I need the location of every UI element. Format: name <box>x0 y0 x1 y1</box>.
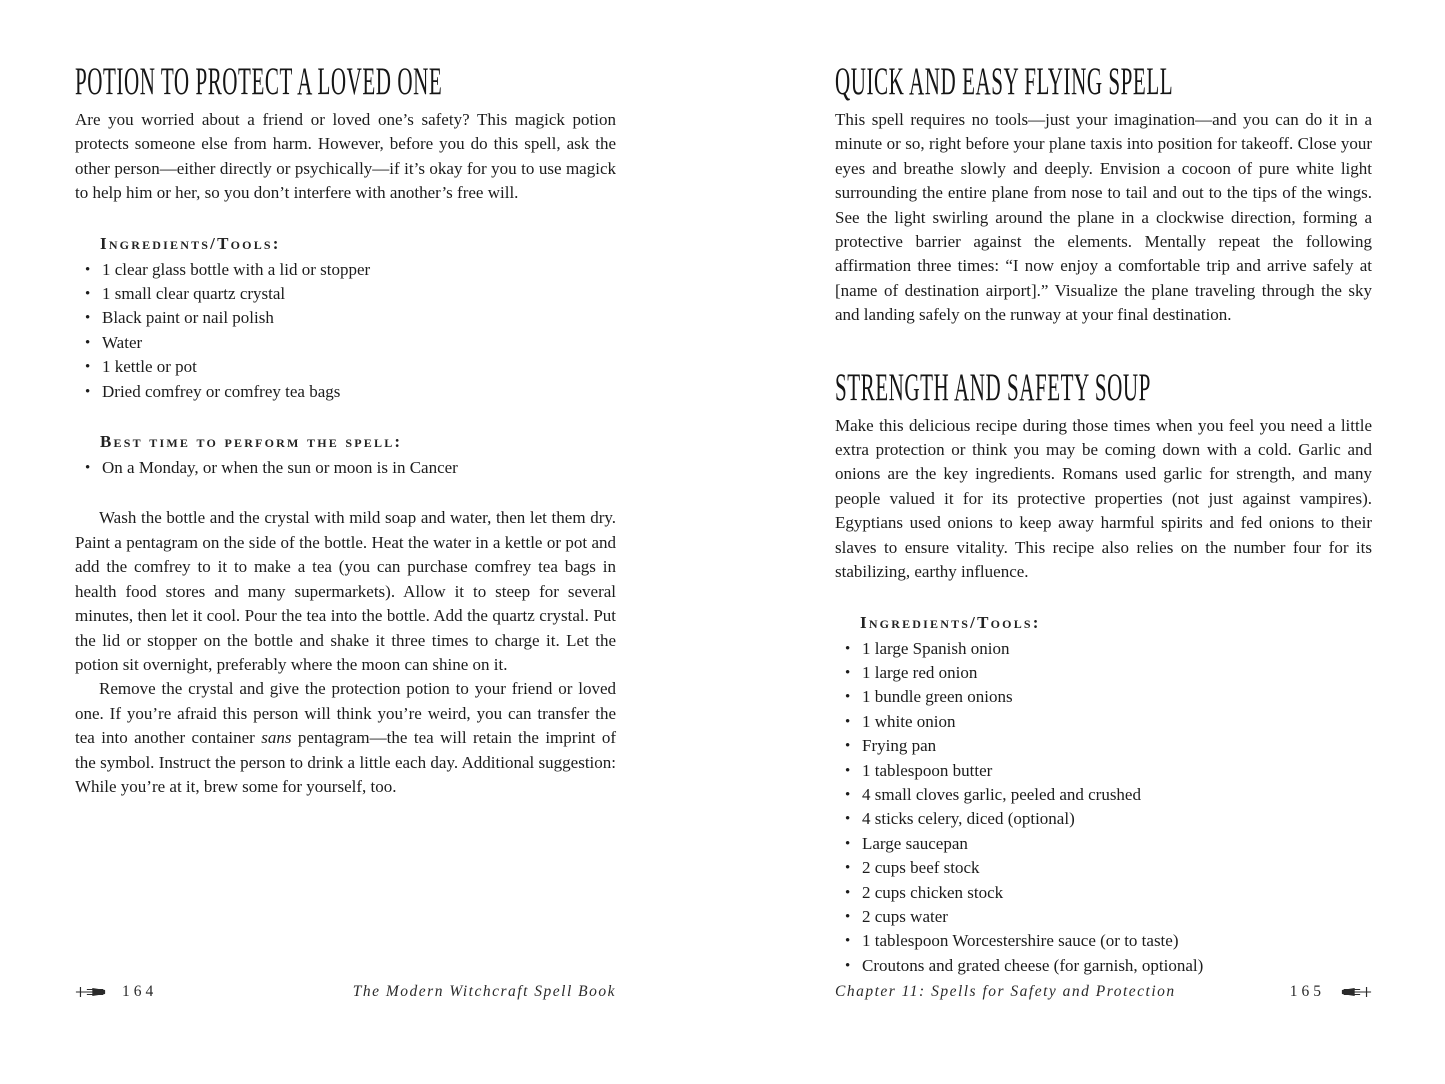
instructions-paragraph-1: Wash the bottle and the crystal with mild soap and water, then let them dry. Paint a pentagram on the side of the bottle. Heat the water in a kettle or pot and add the comfrey to it to make a tea (you can purchase comfrey tea bags in health food stores and many supermarkets). Allow it to steep for several minutes, then let it cool. Pour the tea into the bottle. Add the quartz crystal. Put the lid or stopper on the bottle and shake it three times to charge it. Let the potion sit overnight, preferably where the moon can shine on it. <box>75 508 616 674</box>
spell-title-soup: STRENGTH AND SAFETY SOUP <box>835 365 1151 409</box>
ingredient-item: • 1 tablespoon butter <box>845 759 1372 783</box>
ingredient-item: • Frying pan <box>845 734 1372 758</box>
instructions-paragraph-2-before: Remove the crystal and give the protection potion to your friend or loved one. If you’re afraid this person will think you’re weird, you can transfer the tea into another container <box>75 679 616 748</box>
spell-title-potion: POTION TO PROTECT A LOVED ONE <box>75 60 443 103</box>
flying-spell-paragraph: This spell requires no tools—just your imagination—and you can do it in a minute or so, right before your plane taxis into position for takeoff. Close your eyes and breathe slowly and deeply. Envision a cocoon of pure white light surrounding the entire plane from nose to tail and out to the tips of the wings. See the light swirling around the plane in a clockwise direction, forming a protective barrier against the elements. Mentally repeat the following affirmation three times: “I now enjoy a comfortable trip and arrive safely at [name of destination airport].” Visualize the plane traveling through the sky and landing safely on the runway at your final destination. <box>835 110 1372 325</box>
page-number-left: 164 <box>122 983 158 1000</box>
soup-ingredients-heading: Ingredients/Tools: <box>860 612 1041 632</box>
ingredient-item: • Croutons and grated cheese (for garnish, optional) <box>845 954 1372 978</box>
ingredients-list <box>75 258 616 404</box>
instructions-block <box>75 506 616 799</box>
left-page-footer <box>75 983 616 1001</box>
instructions-paragraph-2-italic-word: sans <box>261 728 292 748</box>
ingredient-item: • 4 small cloves garlic, peeled and crushed <box>845 783 1372 807</box>
ingredient-item: • 1 large Spanish onion <box>845 637 1372 661</box>
ingredients-heading: Ingredients/Tools: <box>100 233 281 253</box>
ingredient-item: • 4 sticks celery, diced (optional) <box>845 807 1372 831</box>
right-page <box>835 62 1372 978</box>
left-page <box>75 62 616 799</box>
ingredient-item: • 2 cups chicken stock <box>845 881 1372 905</box>
ingredient-item: • Large saucepan <box>845 832 1372 856</box>
arrow-ornament-left-icon <box>75 985 106 999</box>
ingredient-item: • 1 small clear quartz crystal <box>85 282 616 306</box>
chapter-title-running-head: Chapter 11: Spells for Safety and Protection <box>835 983 1176 1000</box>
soup-ingredients-list <box>835 637 1372 979</box>
soup-intro-paragraph: Make this delicious recipe during those times when you feel you need a little extra protection or think you may be coming down with a cold. Garlic and onions are the key ingredients. Romans used garlic for strength, and many people valued it for its protective properties (not just against vampires). Egyptians used onions to keep away harmful spirits and fed onions to their slaves to ensure vitality. This recipe also relies on the number four for its stabilizing, earthy influence. <box>835 415 1372 582</box>
ingredient-item: • Black paint or nail polish <box>85 306 616 330</box>
ingredient-item: • 1 white onion <box>845 710 1372 734</box>
ingredient-item: • Water <box>85 331 616 355</box>
best-time-item: • On a Monday, or when the sun or moon is in Cancer <box>85 456 616 480</box>
ingredient-item: • 1 clear glass bottle with a lid or stopper <box>85 258 616 282</box>
best-time-list <box>75 456 616 480</box>
instructions-paragraph-2 <box>75 677 616 799</box>
instructions-paragraph-2-after: pentagram—the tea will retain the imprint of the symbol. Instruct the person to drink a little each day. Additional suggestion: While you’re at it, brew some for yourself, too. <box>75 728 616 796</box>
potion-intro-paragraph: Are you worried about a friend or loved one’s safety? This magick potion protects someone else from harm. However, before you do this spell, ask the other person—either directly or psychically—if it’s okay for you to use magick to help him or her, so you don’t interfere with another’s free will. <box>75 110 616 203</box>
book-title-running-head: The Modern Witchcraft Spell Book <box>352 983 616 1000</box>
ingredient-item: • Dried comfrey or comfrey tea bags <box>85 380 616 404</box>
page-number-right: 165 <box>1289 983 1325 1000</box>
ingredient-item: • 2 cups water <box>845 905 1372 929</box>
ingredient-item: • 2 cups beef stock <box>845 856 1372 880</box>
ingredient-item: • 1 bundle green onions <box>845 685 1372 709</box>
best-time-heading: Best time to perform the spell: <box>100 432 403 452</box>
arrow-ornament-right-icon <box>1341 985 1372 999</box>
right-page-footer <box>835 983 1372 1001</box>
ingredient-item: • 1 large red onion <box>845 661 1372 685</box>
ingredient-item: • 1 tablespoon Worcestershire sauce (or to taste) <box>845 929 1372 953</box>
spell-title-flying: QUICK AND EASY FLYING SPELL <box>835 60 1174 103</box>
ingredient-item: • 1 kettle or pot <box>85 355 616 379</box>
